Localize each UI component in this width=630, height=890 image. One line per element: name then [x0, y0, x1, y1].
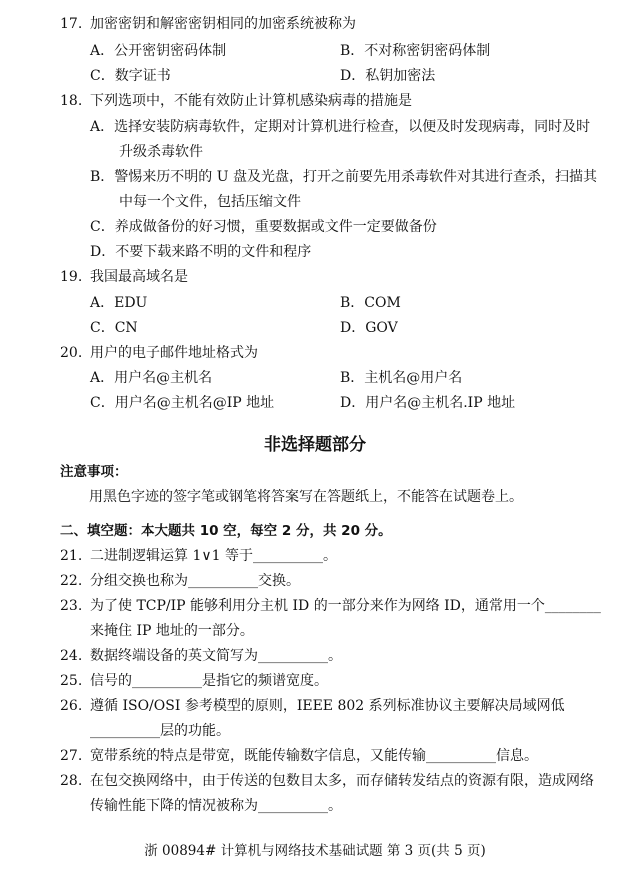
notice-heading: 注意事项：: [60, 464, 128, 480]
question-text: 宽带系统的特点是带宽，既能传输数字信息，又能传输__________信息。: [90, 748, 538, 764]
question-text: 遵循 ISO/OSI 参考模型的原则，IEEE 802 系列标准协议主要解决局域网低: [90, 698, 565, 714]
question-number: 21.: [60, 548, 83, 564]
question-text: 数据终端设备的英文简写为__________。: [90, 648, 342, 664]
question-number: 28.: [60, 773, 83, 789]
question-text: 在包交换网络中，由于传送的包数目太多，而存储转发结点的资源有限，造成网络: [90, 773, 594, 789]
question-text: 加密密钥和解密密钥相同的加密系统被称为: [90, 16, 356, 32]
page-footer: 浙 00894# 计算机与网络技术基础试题 第 3 页(共 5 页): [144, 843, 486, 859]
question-number: 20.: [60, 345, 83, 361]
notice-text: 用黑色字迹的签字笔或钢笔将答案写在答题纸上，不能答在试题卷上。: [89, 489, 523, 505]
option-a: A．公开密钥密码体制: [90, 43, 227, 59]
question-number: 24.: [60, 648, 83, 664]
exam-page: 17. 加密密钥和解密密钥相同的加密系统被称为 A．公开密钥密码体制 B．不对称密钥密码体制 C．数字证书 D．私钥加密法 18. 下列选项中，不能有效防止计算机感染病毒的措施是 A．选择安装防病毒软件，定期对计算机进行检查，以便及时发现病毒，同时及时 升级杀毒软件 B．警惕来历不明的 U 盘及光盘，打开之前要先用杀毒软件对其进行查杀，扫描其 中每一个文件，包括压缩文件 C．养成做备份的好习惯，重要数据或文件一定要做备份 D．不要下载来路不明的文件和程序 19. 我国最高域名是 A．EDU B．COM C．CN D．GOV 20. 用户的电子邮件地址格式为 A．用户名@主机名 B．主机名@用户名 C．用户名@主机名@IP 地址 D．用户名@主机名.IP 地址 非选择题部分 注意事项： 用黑色字迹的签字笔或钢笔将答案写在答题纸上，不能答在试题卷上。 二、填空题：本大题共 10 空，每空 2 分，共 20 分。 21. 二进制逻辑运算 1∨1 等于__________。 22. 分组交换也称为__________交换。 23. 为了使 TCP/IP 能够利用分主机 ID 的一部分来作为网络 ID，通常用一个________ 来掩住 IP 地址的一部分。 24. 数据终端设备的英文简写为__________。 25. 信号的__________是指它的频谱宽度。 26. 遵循 ISO/OSI 参考模型的原则，IEEE 802 系列标准协议主要解决局域网低 __________层的功能。 27. 宽带系统的特点是带宽，既能传输数字信息，又能传输__________信息。 28. 在包交换网络中，由于传送的包数目太多，而存储转发结点的资源有限，造成网络 传输性能下降的情况被称为__________。 浙 00894# 计算机与网络技术基础试题 第 3 页(共 5 页): [0, 0, 630, 890]
fill-section-heading: 二、填空题：本大题共 10 空，每空 2 分，共 20 分。: [60, 523, 392, 539]
question-text: 为了使 TCP/IP 能够利用分主机 ID 的一部分来作为网络 ID，通常用一个________: [90, 598, 601, 614]
option-a: A．EDU: [90, 295, 148, 311]
question-number: 22.: [60, 573, 83, 589]
question-text: 下列选项中，不能有效防止计算机感染病毒的措施是: [90, 93, 412, 109]
question-number: 23.: [60, 598, 83, 614]
question-number: 18.: [60, 93, 83, 109]
question-number: 27.: [60, 748, 83, 764]
option-c: C．CN: [90, 320, 138, 336]
option-d: D．用户名@主机名.IP 地址: [340, 395, 516, 411]
question-number: 25.: [60, 673, 83, 689]
option-b: B．COM: [340, 295, 401, 311]
option-c: C．用户名@主机名@IP 地址: [90, 395, 275, 411]
question-number: 17.: [60, 16, 83, 32]
question-text: 我国最高域名是: [90, 269, 188, 285]
option-d: D．私钥加密法: [340, 68, 436, 84]
question-number: 19.: [60, 269, 83, 285]
section-title: 非选择题部分: [264, 435, 366, 455]
option-a: A．用户名@主机名: [90, 370, 213, 386]
question-text: 分组交换也称为__________交换。: [90, 573, 300, 589]
option-b: B．主机名@用户名: [340, 370, 463, 386]
question-text: 信号的__________是指它的频谱宽度。: [90, 673, 328, 689]
question-text: 用户的电子邮件地址格式为: [90, 345, 258, 361]
question-text: 二进制逻辑运算 1∨1 等于__________。: [90, 548, 337, 564]
question-number: 26.: [60, 698, 83, 714]
option-c: C．数字证书: [90, 68, 171, 84]
option-b: B．不对称密钥密码体制: [340, 43, 491, 59]
option-d: D．GOV: [340, 320, 398, 336]
